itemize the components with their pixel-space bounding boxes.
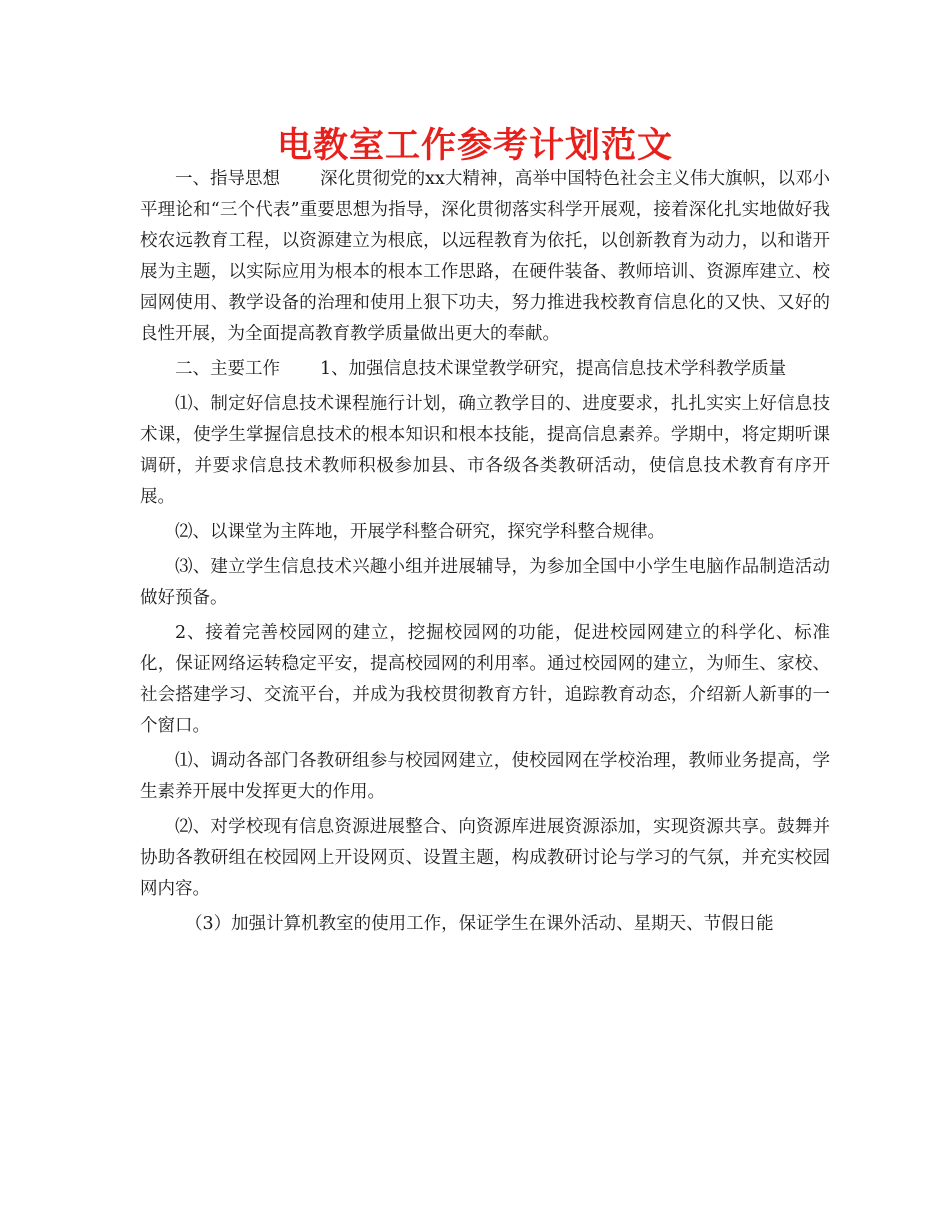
section-text: 1、加强信息技术课堂教学研究，提高信息技术学科教学质量 [320,359,787,379]
paragraph: ⑴、调动各部门各教研组参与校园网建立，使校园网在学校治理，教师业务提高，学生素养开展中发挥更大的作用。 [140,751,830,802]
paragraph-last: （3）加强计算机教室的使用工作，保证学生在课外活动、星期天、节假日能 [185,914,774,934]
section-main-work [140,354,830,385]
document-body [140,164,830,944]
section-guiding-ideology [140,164,830,350]
section-heading: 二、主要工作 [175,359,280,379]
section-heading: 一、指导思想 [175,169,281,189]
paragraph: 2、接着完善校园网的建立，挖掘校园网的功能，促进校园网建立的科学化、标准化，保证网络运转稳定平安，提高校园网的利用率。通过校园网的建立，为师生、家校、社会搭建学习、交流平台，并成为我校贯彻教育方针，追踪教育动态，介绍新人新事的一个窗口。 [140,623,830,736]
section-text: 深化贯彻党的xx大精神，高举中国特色社会主义伟大旗帜，以邓小平理论和“三个代表”重要思想为指导，深化贯彻落实科学开展观，接着深化扎实地做好我校农远教育工程，以资源建立为根底，以远程教育为依托，以创新教育为动力，以和谐开展为主题，以实际应用为根本的根本工作思路，在硬件装备、教师培训、资源库建立、校园网使用、教学设备的治理和使用上狠下功夫，努力推进我校教育信息化的又快、又好的良性开展，为全面提高教育教学质量做出更大的奉献。 [140,169,830,344]
document-title: 电教室工作参考计划范文 [276,126,673,166]
paragraph: ⑶、建立学生信息技术兴趣小组并进展辅导，为参加全国中小学生电脑作品制造活动做好预备。 [140,557,830,608]
paragraph: ⑵、对学校现有信息资源进展整合、向资源库进展资源添加，实现资源共享。鼓舞并协助各教研组在校园网上开设网页、设置主题，构成教研讨论与学习的气氛，并充实校园网内容。 [140,817,830,899]
paragraph: ⑴、制定好信息技术课程施行计划，确立教学目的、进度要求，扎扎实实上好信息技术课，使学生掌握信息技术的根本知识和根本技能，提高信息素养。学期中，将定期听课调研，并要求信息技术教师积极参加县、市各级各类教研活动，使信息技术教育有序开展。 [140,394,830,507]
paragraph: ⑵、以课堂为主阵地，开展学科整合研究，探究学科整合规律。 [175,522,665,542]
